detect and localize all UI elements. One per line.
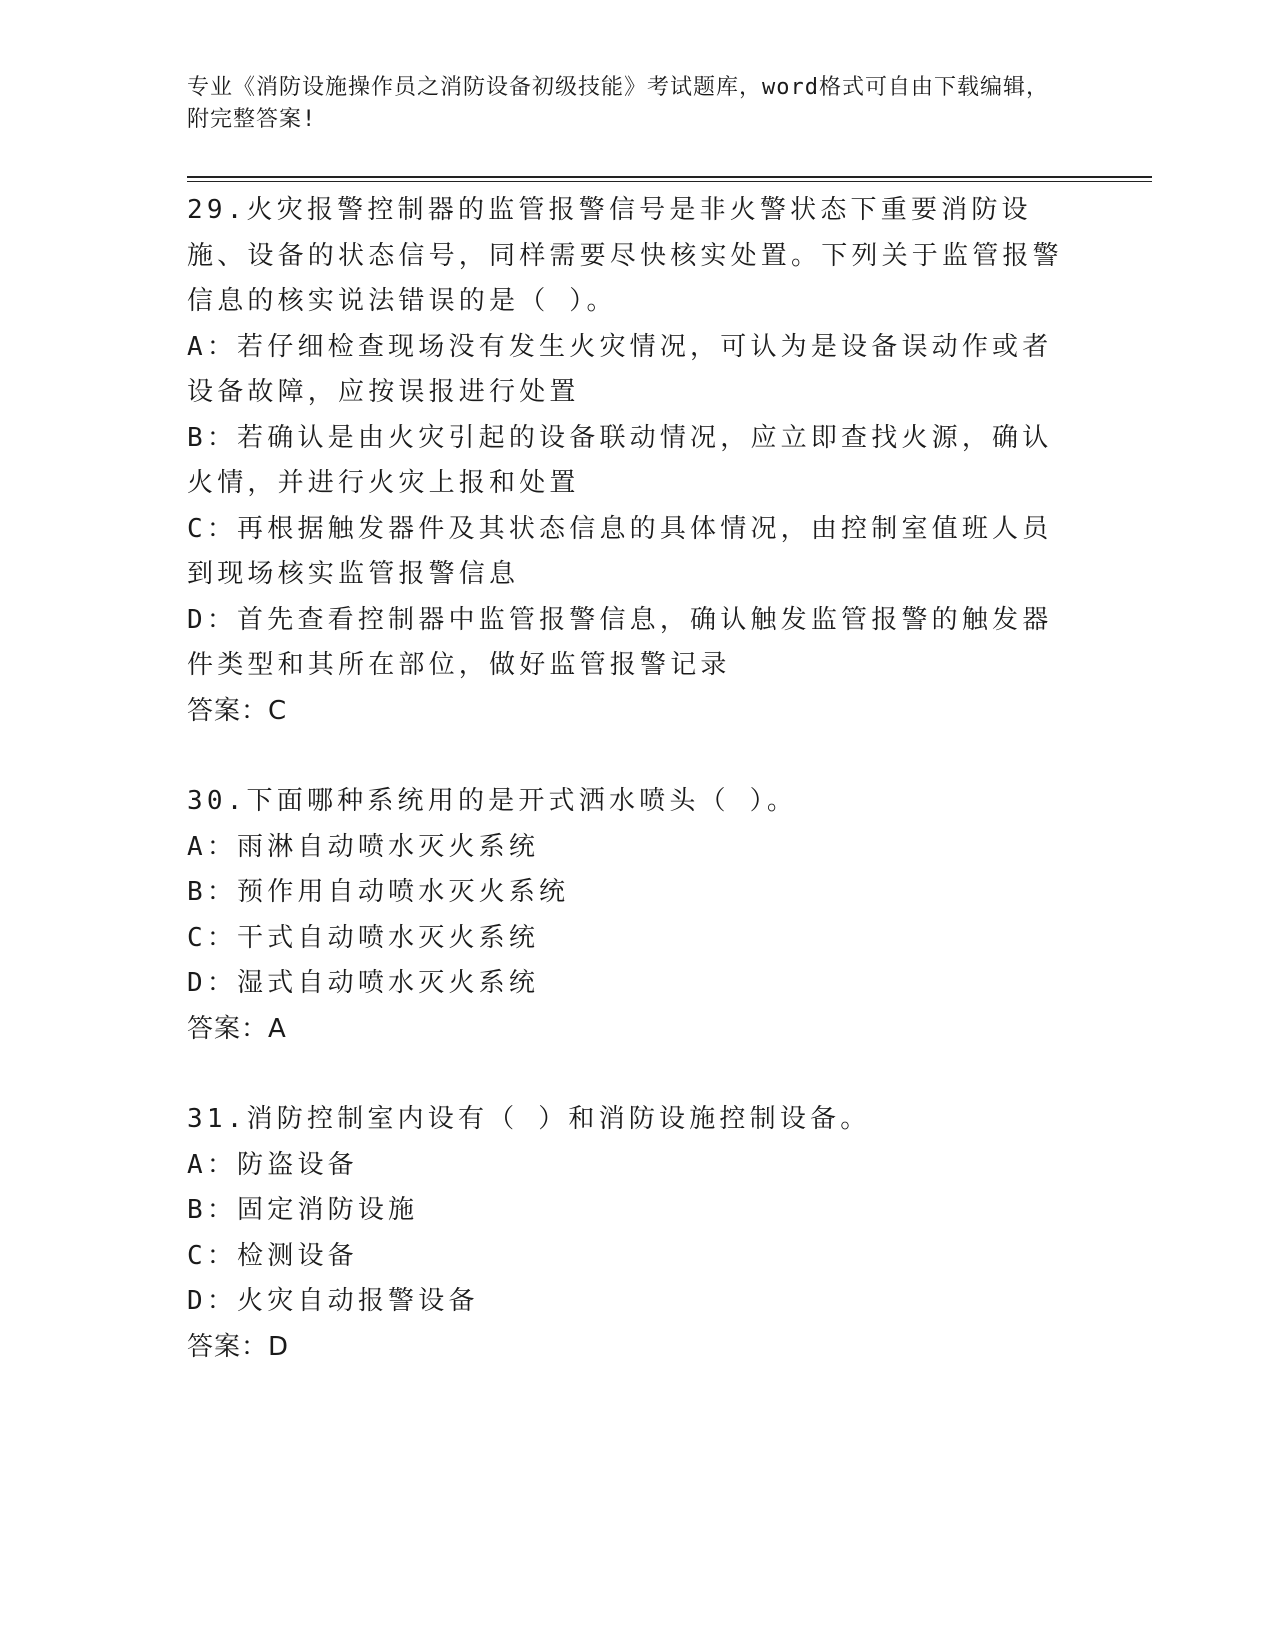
answer-label: 答案：C <box>187 695 288 726</box>
header-rule-thin <box>187 181 1152 182</box>
answer-label: 答案：D <box>187 1331 290 1362</box>
option-c: C：再根据触发器件及其状态信息的具体情况，由控制室值班人员到现场核实监管报警信息 <box>187 513 1053 589</box>
option-c: C：检测设备 <box>187 1240 358 1271</box>
option-a: A：雨淋自动喷水灭火系统 <box>187 831 540 862</box>
option-d: D：首先查看控制器中监管报警信息，确认触发监管报警的触发器件类型和其所在部位，做好监管报警记录 <box>187 604 1053 680</box>
question-stem: 29.火灾报警控制器的监管报警信号是非火警状态下重要消防设施、设备的状态信号，同样需要尽快核实处置。下列关于监管报警信息的核实说法错误的是（ ）。 <box>187 195 1063 316</box>
option-a: A：防盗设备 <box>187 1149 358 1180</box>
question-stem: 30.下面哪种系统用的是开式洒水喷头（ ）。 <box>187 786 798 816</box>
question-31 <box>187 1097 1077 1370</box>
option-d: D：火灾自动报警设备 <box>187 1286 479 1316</box>
question-29 <box>187 188 1077 734</box>
header-rule-thick <box>187 176 1152 178</box>
option-a: A：若仔细检查现场没有发生火灾情况，可认为是设备误动作或者设备故障，应按误报进行处置 <box>187 331 1053 407</box>
question-list <box>187 188 1077 1415</box>
option-d: D：湿式自动喷水灭火系统 <box>187 968 540 998</box>
question-stem: 31.消防控制室内设有（ ）和消防设施控制设备。 <box>187 1104 871 1134</box>
option-c: C：干式自动喷水灭火系统 <box>187 922 540 953</box>
document-header: 专业《消防设施操作员之消防设备初级技能》考试题库，word格式可自由下载编辑，附完整答案! <box>187 75 1049 132</box>
option-b: B：预作用自动喷水灭火系统 <box>187 877 570 907</box>
answer-label: 答案：A <box>187 1013 287 1044</box>
option-b: B：若确认是由火灾引起的设备联动情况，应立即查找火源，确认火情，并进行火灾上报和处置 <box>187 422 1053 498</box>
question-30 <box>187 779 1077 1052</box>
option-b: B：固定消防设施 <box>187 1195 419 1225</box>
